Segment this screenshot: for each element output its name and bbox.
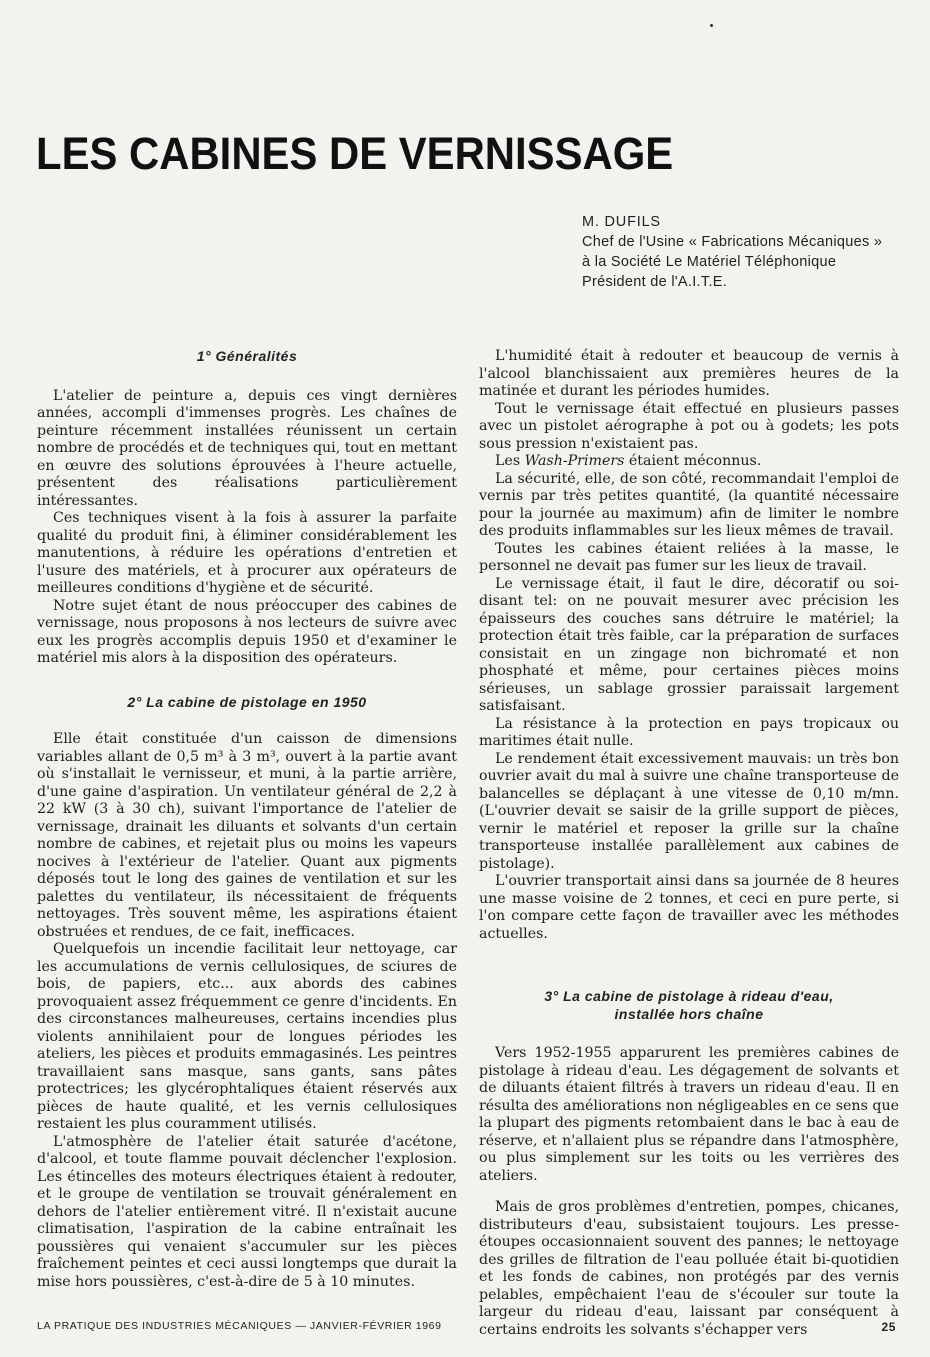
- author-role-3: Président de l'A.I.T.E.: [582, 274, 728, 290]
- section-heading-3-line-1: 3° La cabine de pistolage à rideau d'eau,: [544, 988, 834, 1004]
- section-heading-2: 2° La cabine de pistolage en 1950: [127, 693, 367, 710]
- paragraph: La résistance à la protection en pays tropicaux ou maritimes était nulle.: [479, 715, 899, 749]
- page-number: 25: [881, 1320, 896, 1334]
- paragraph-gap: [479, 1185, 899, 1199]
- paragraph: L'atmosphère de l'atelier était saturée d'acétone, d'alcool, et toute flamme pouvait déclencher l'explosion. Les étincelles des moteurs électriques étaient à redouter, et le groupe de ventilation se trouvait généralement en dehors de l'atelier entièrement vitré. Il n'existait aucune climatisation, l'aspiration de la cabine entraînait les poussières qui venaient s'accumuler sur les pièces fraîchement peintes et ceci aussi longtemps que durait la mise hors poussières, c'est-à-dire de 5 à 10 minutes.: [37, 1133, 457, 1290]
- paragraph: Toutes les cabines étaient reliées à la masse, le personnel ne devait pas fumer sur les lieux de travail.: [479, 540, 899, 574]
- paragraph: Elle était constituée d'un caisson de dimensions variables allant de 0,5 m³ à 3 m³, ouvert à la partie avant où s'installait le vernisseur, et muni, à la partie arrière, d'une gaine d'aspiration. Un ventilateur général de 2,2 à 22 kW (3 à 30 ch), suivant l'importance de l'atelier de vernissage, drainait les diluants et solvants d'un certain nombre de cabines, et rejetait plus ou moins les vapeurs nocives à l'extérieur de l'atelier. Quant aux pigments déposés tout le long des gaines de ventilation et sur les palettes du ventilateur, ils nécessitaient de fréquents nettoyages. Très souvent même, les aspirations étaient obstruées et rendues, de ce fait, inefficaces.: [37, 731, 457, 940]
- section-heading-1: 1° Généralités: [196, 348, 298, 364]
- paragraph: Le vernissage était, il faut le dire, décoratif ou soi-disant tel: on ne pouvait mesurer avec précision les épaisseurs des couches sans détruire le matériel; la protection était très faible, car la préparation de surfaces consistait en un zingage non bichromaté et non phosphaté et même, pour certaines pièces moins sérieuses, un sablage grossier paraissait largement satisfaisant.: [479, 575, 899, 714]
- author-role-1: Chef de l'Usine « Fabrications Mécaniques »: [582, 234, 883, 250]
- paragraph: Le rendement était excessivement mauvais: un très bon ouvrier avait du mal à suivre une chaîne transporteuse de balancelles se déplaçant à une vitesse de 0,10 m/mn. (L'ouvrier devait se saisir de la grille support de pièces, vernir le matériel et reposer la grille sur la chaîne transporteuse installée parallèlement aux cabines de pistolage).: [479, 750, 899, 872]
- paragraph: Vers 1952-1955 apparurent les premières cabines de pistolage à rideau d'eau. Les dégagement de solvants et de diluants étaient filtrés à travers un rideau d'eau. Il en résulta des améliorations non négligeables en ce sens que la plupart des pigments retombaient dans le bac à eau de réserve, et n'allaient plus se répandre dans l'atmosphère, ou plus simplement sur les toits ou les verrières des ateliers.: [479, 1045, 899, 1184]
- paragraph: L'atelier de peinture a, depuis ces vingt dernières années, accompli d'immenses progrès. Les chaînes de peinture récemment installées réunissent un certain nombre de procédés et de techniques qui, tout en mettant en œuvre des solutions éprouvées à l'heure actuelle, présentent des réalisations particulièrement intéressantes.: [37, 387, 457, 509]
- paragraph: Notre sujet étant de nous préoccuper des cabines de vernissage, nous proposons à nos lecteurs de suivre avec eux les progrès accomplis depuis 1950 et d'examiner le matériel mis alors à la disposition des opérateurs.: [37, 597, 457, 666]
- paragraph: Mais de gros problèmes d'entretien, pompes, chicanes, distributeurs d'eau, subsistaient toujours. Les presse-étoupes occasionnaient souvent des pannes; le nettoyage des grilles de filtration de l'eau polluée était bi-quotidien et les fonds de cabines, non protégés par des vernis pelables, empêchaient l'eau de s'écouler sur toute la largeur du rideau d'eau, laissant par conséquent à certains endroits les solvants s'échapper vers: [479, 1199, 899, 1338]
- article-title: LES CABINES DE VERNISSAGE: [36, 128, 674, 179]
- speck-mark: [710, 24, 713, 27]
- author-role-2: à la Société Le Matériel Téléphonique: [582, 254, 837, 270]
- right-column: [479, 348, 899, 1339]
- section-heading-3-line-2: installée hors chaîne: [614, 1006, 764, 1022]
- author-block: [582, 212, 912, 292]
- paragraph: Tout le vernissage était effectué en plusieurs passes avec un pistolet aérographe à pot ou à godets; les pots sous pression n'existaient pas.: [479, 400, 899, 452]
- paragraph: [479, 453, 899, 471]
- paragraph: L'humidité était à redouter et beaucoup de vernis à l'alcool blanchissaient aux premières heures de la matinée et durant les périodes humides.: [479, 348, 899, 399]
- paragraph: L'ouvrier transportait ainsi dans sa journée de 8 heures une masse voisine de 2 tonnes, et ceci en pure perte, si l'on compare cette façon de travailler avec les méthodes actuelles.: [479, 873, 899, 942]
- section-heading-3: [479, 987, 899, 1023]
- text-run: étaient méconnus.: [624, 453, 762, 469]
- italic-term: Wash-Primers: [524, 453, 625, 469]
- paragraph: Ces techniques visent à la fois à assurer la parfaite qualité du produit fini, à éliminer considérablement les manutentions, à réduire les opérations d'entretien et l'usure des matériels, et à procurer aux opérateurs de meilleures conditions d'hygiène et de sécurité.: [37, 510, 457, 596]
- journal-footer: LA PRATIQUE DES INDUSTRIES MÉCANIQUES — JANVIER-FÉVRIER 1969: [37, 1320, 442, 1332]
- paragraph: Quelquefois un incendie facilitait leur nettoyage, car les accumulations de vernis cellulosiques, de sciures de bois, de papiers, etc... aux abords des cabines provoquaient assez fréquemment ce genre d'incidents. En des circonstances malheureuses, certains incendies plus violents annihilaient pour de longues périodes les ateliers, les pièces et produits emmagasinés. Les peintres travaillaient sans masque, sans gants, sans pâtes protectrices; les glycérophtaliques étaient réservés aux pièces de haute qualité, et les vernis cellulosiques restaient les plus couramment utilisés.: [37, 941, 457, 1132]
- left-column: [37, 348, 457, 1291]
- paragraph: La sécurité, elle, de son côté, recommandait l'emploi de vernis par très petites quantité, (la quantité nécessaire pour la journée au maximum) afin de limiter le nombre des produits inflammables sur les lieux mêmes de travail.: [479, 470, 899, 539]
- author-name: M. DUFILS: [582, 214, 661, 230]
- text-run: Les: [495, 453, 525, 469]
